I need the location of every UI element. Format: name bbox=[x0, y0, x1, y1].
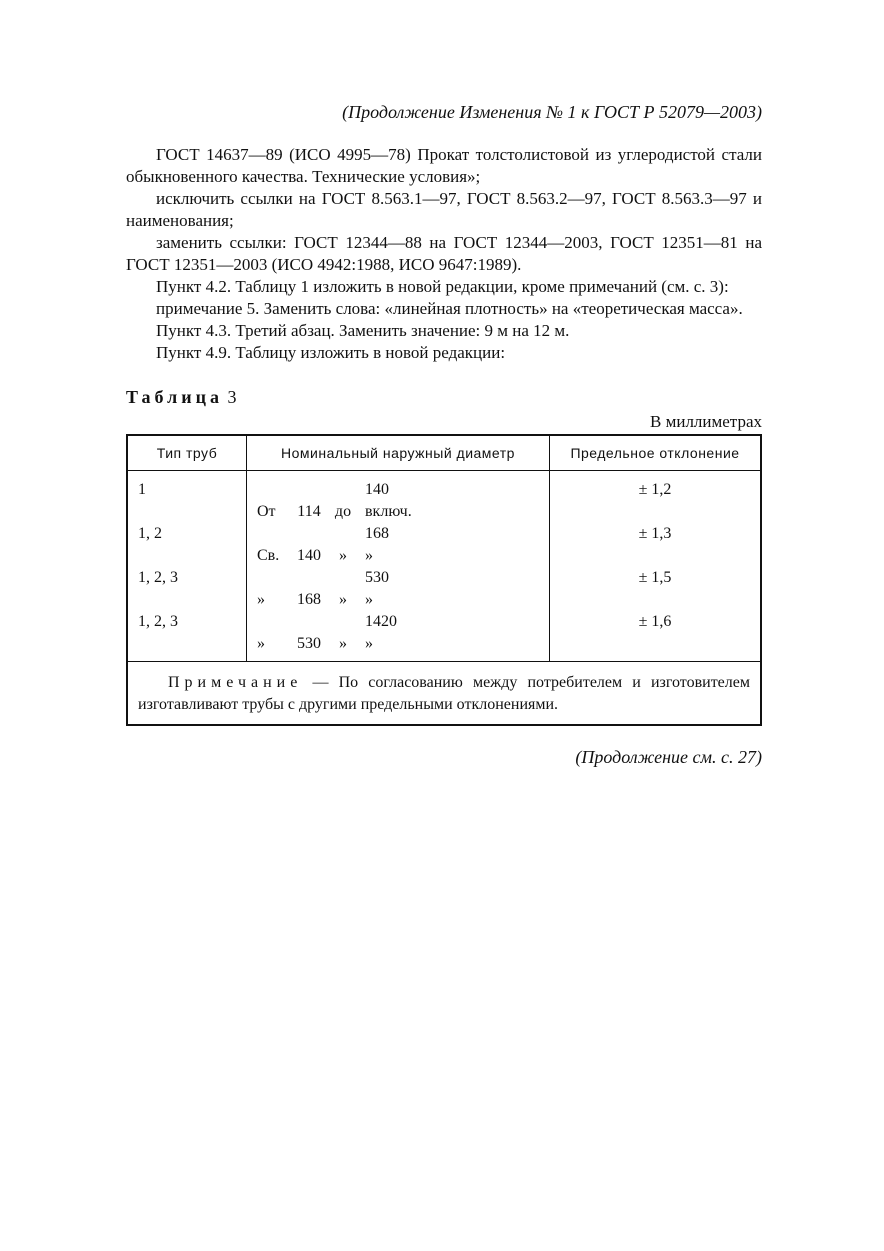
header-deviation: Предельное отклонение bbox=[550, 435, 762, 471]
table-row bbox=[127, 523, 761, 567]
continuation-header: (Продолжение Изменения № 1 к ГОСТ Р 52079—2003) bbox=[342, 102, 762, 122]
diameter-from: 530 bbox=[297, 635, 321, 652]
pipe-tolerance-table bbox=[126, 434, 762, 726]
diameter-prefix: От bbox=[257, 503, 276, 520]
diameter-sep: » bbox=[339, 547, 347, 564]
diameter-to: 530 » bbox=[365, 569, 389, 608]
table-title-number: 3 bbox=[227, 387, 237, 407]
cell-diameter bbox=[247, 611, 550, 662]
paragraph-5: примечание 5. Заменить слова: «линейная плотность» на «теоретическая масса». bbox=[156, 299, 743, 318]
cell-deviation: ± 1,3 bbox=[550, 523, 762, 567]
cell-diameter bbox=[247, 567, 550, 611]
diameter-to: 1420 » bbox=[365, 613, 397, 652]
table-note bbox=[127, 662, 761, 726]
paragraph-6: Пункт 4.3. Третий абзац. Заменить значение: 9 м на 12 м. bbox=[156, 321, 570, 340]
diameter-sep: до bbox=[334, 503, 352, 520]
diameter-prefix: » bbox=[257, 635, 265, 652]
cell-diameter bbox=[247, 523, 550, 567]
paragraph-2: исключить ссылки на ГОСТ 8.563.1—97, ГОСТ 8.563.2—97, ГОСТ 8.563.3—97 и наименования; bbox=[126, 189, 762, 230]
paragraph-4: Пункт 4.2. Таблицу 1 изложить в новой редакции, кроме примечаний (см. с. 3): bbox=[156, 277, 729, 296]
diameter-prefix: Св. bbox=[257, 547, 280, 564]
table-units: В миллиметрах bbox=[650, 412, 762, 431]
table-row bbox=[127, 471, 761, 524]
header-nominal-diameter: Номинальный наружный диаметр bbox=[247, 435, 550, 471]
table-row bbox=[127, 567, 761, 611]
table-title-word: Таблица bbox=[126, 387, 223, 407]
header-pipe-type: Тип труб bbox=[127, 435, 247, 471]
table-header-row bbox=[127, 435, 761, 471]
diameter-sep: » bbox=[339, 591, 347, 608]
cell-deviation: ± 1,2 bbox=[550, 471, 762, 524]
table-row bbox=[127, 611, 761, 662]
cell-type: 1, 2, 3 bbox=[127, 611, 247, 662]
table-title bbox=[126, 386, 762, 408]
paragraph-7: Пункт 4.9. Таблицу изложить в новой редакции: bbox=[156, 343, 506, 362]
diameter-to: 140 включ. bbox=[365, 481, 412, 520]
diameter-to: 168 » bbox=[365, 525, 389, 564]
diameter-from: 140 bbox=[297, 547, 321, 564]
paragraph-1: ГОСТ 14637—89 (ИСО 4995—78) Прокат толстолистовой из углеродистой стали обыкновенного качества. Технические условия»; bbox=[126, 145, 762, 186]
diameter-from: 168 bbox=[297, 591, 321, 608]
diameter-sep: » bbox=[339, 635, 347, 652]
note-label: Примечание bbox=[168, 674, 303, 691]
cell-deviation: ± 1,5 bbox=[550, 567, 762, 611]
note-text: — По согласованию между потребителем и изготовителем изготавливают трубы с другими предельными отклонениями. bbox=[138, 674, 750, 713]
diameter-prefix: » bbox=[257, 591, 265, 608]
cell-type: 1, 2 bbox=[127, 523, 247, 567]
diameter-from: 114 bbox=[297, 503, 321, 520]
cell-deviation: ± 1,6 bbox=[550, 611, 762, 662]
document-page bbox=[126, 100, 762, 768]
paragraph-3: заменить ссылки: ГОСТ 12344—88 на ГОСТ 12344—2003, ГОСТ 12351—81 на ГОСТ 12351—2003 (ИСО 4942:1988, ИСО 9647:1989). bbox=[126, 233, 762, 274]
continuation-footer: (Продолжение см. с. 27) bbox=[575, 747, 762, 767]
cell-diameter bbox=[247, 471, 550, 524]
table-note-row bbox=[127, 662, 761, 726]
cell-type: 1 bbox=[127, 471, 247, 524]
cell-type: 1, 2, 3 bbox=[127, 567, 247, 611]
